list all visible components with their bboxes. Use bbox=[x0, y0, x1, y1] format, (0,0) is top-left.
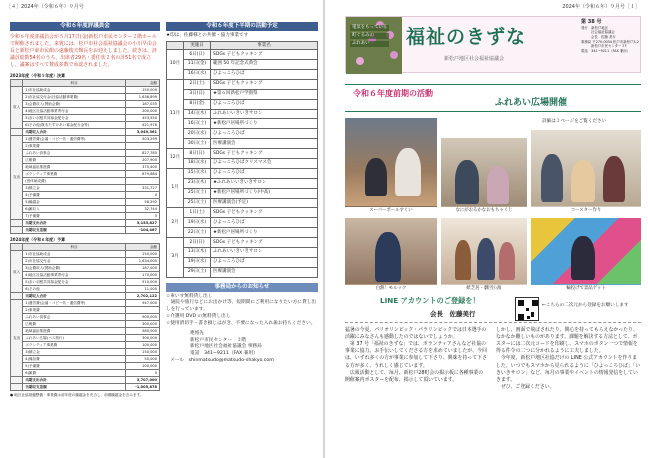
schedule-event: SDGs 子どもクッキング bbox=[211, 149, 318, 159]
office-address: 事務局 〒270-0034 松戸市新松戸3-2 bbox=[581, 39, 639, 44]
schedule-event: ひよっころひば bbox=[211, 99, 318, 109]
schedule-row bbox=[167, 119, 318, 129]
table-row bbox=[11, 205, 160, 212]
line-item: 6)雑収入 bbox=[23, 205, 126, 212]
schedule-event: SDGs 子どもクッキング bbox=[211, 238, 318, 248]
line-item: 4)地区社協活動事業寄付金 bbox=[23, 272, 126, 279]
section-label: 支出 bbox=[11, 135, 23, 219]
schedule-date: 18日(水) bbox=[184, 158, 211, 168]
office-phone: 電話 341−9211（FAX 兼用） bbox=[581, 48, 631, 53]
schedule-row bbox=[167, 89, 318, 99]
schedule-date: 14日(木) bbox=[184, 109, 211, 119]
line-amount: 1,636,899 bbox=[126, 93, 160, 100]
section-label: 収入 bbox=[11, 251, 23, 293]
line-qr-code[interactable] bbox=[515, 297, 539, 321]
feature-subtitle: ふれあい広場開催 bbox=[495, 98, 568, 108]
publisher-org: 社会福祉協議会 bbox=[591, 30, 615, 35]
total-amount: 3,153,827 bbox=[126, 219, 160, 226]
schedule-date: 8日(金) bbox=[184, 99, 211, 109]
schedule-month: 3月 bbox=[167, 238, 184, 278]
total-label: 当期収入合計 bbox=[23, 128, 126, 135]
line-amount: 187,035 bbox=[126, 100, 160, 107]
schedule-date: 23日(木) bbox=[184, 178, 211, 188]
total-amount: 3,707,000 bbox=[126, 377, 160, 384]
total-label: 当期収支差額 bbox=[23, 226, 126, 233]
total-amount: -1,005,878 bbox=[126, 384, 160, 391]
table-row bbox=[11, 251, 160, 258]
masthead-chip-1: 電気をもっている bbox=[352, 25, 388, 30]
budget-title: 2024年度（令和６年度）予算 bbox=[10, 236, 66, 242]
line-item: ふれあい広場(バス旅行) bbox=[23, 335, 126, 342]
table-header-row bbox=[11, 244, 160, 251]
photo-superball bbox=[345, 118, 437, 214]
line-amount: 207,900 bbox=[126, 156, 160, 163]
line-item: ふれあい食事会 bbox=[23, 149, 126, 156]
line-amount: 827,785 bbox=[126, 149, 160, 156]
total-label: 当期支出合計 bbox=[23, 219, 126, 226]
schedule-date: 8日(日) bbox=[184, 149, 211, 159]
table-row bbox=[11, 314, 160, 321]
line-item: 3)積立金 bbox=[23, 349, 126, 356]
line-amount: 1,634,000 bbox=[126, 258, 160, 265]
line-item: 2)市社協交付金(社協活動事業費) bbox=[23, 93, 126, 100]
schedule-event: SDGs 子どもクッキング bbox=[211, 208, 318, 218]
office-email[interactable]: メール shinmatsudo@matsudo-shakyo.com bbox=[170, 357, 274, 363]
schedule-date: 19日(水) bbox=[184, 257, 211, 267]
schedule-event: ★ふれあいいきいきサロン bbox=[211, 178, 318, 188]
line-amount: 300,000 bbox=[126, 321, 160, 328]
line-amount: 375,400 bbox=[126, 163, 160, 170]
office-title: 事務局からのお知らせ bbox=[166, 283, 318, 292]
total-label: 当期支出合計 bbox=[23, 377, 126, 384]
schedule-row bbox=[167, 79, 318, 89]
schedule-row bbox=[167, 218, 318, 228]
schedule-event: ★新松戸居場所づくり(中高) bbox=[211, 188, 318, 198]
table-header-row bbox=[11, 79, 160, 86]
table-row bbox=[11, 272, 160, 279]
line-qr-note: ←こちらの二次元から登録をお願いします bbox=[542, 303, 629, 308]
schedule-event: ひよっころひば bbox=[211, 168, 318, 178]
schedule-row bbox=[167, 158, 318, 168]
table-row bbox=[11, 363, 160, 370]
line-amount: 547,000 bbox=[126, 300, 160, 307]
column-header: 科目 bbox=[23, 244, 126, 251]
budget-table bbox=[10, 243, 160, 391]
schedule-event: SDGs 子どもクッキング bbox=[211, 79, 318, 89]
line-item: 5)予備費 bbox=[23, 363, 126, 370]
photo-caption: スーパーボールすくい bbox=[345, 207, 437, 214]
schedule-event: ふれあいいきいきサロン bbox=[211, 248, 318, 258]
table-row bbox=[11, 342, 160, 349]
line-amount: 200,000 bbox=[126, 107, 160, 114]
masthead-chip-3: ふれあい bbox=[350, 41, 389, 47]
table-row bbox=[11, 149, 160, 156]
line-amount: 0 bbox=[126, 191, 160, 198]
schedule-row bbox=[167, 139, 318, 149]
line-amount: 453,550 bbox=[126, 114, 160, 121]
line-amount: 503,299 bbox=[126, 135, 160, 142]
photo-caption: 輪投げで景品ゲット bbox=[531, 285, 641, 292]
table-row bbox=[11, 265, 160, 272]
table-row bbox=[11, 286, 160, 293]
line-amount: 50,000 bbox=[126, 356, 160, 363]
schedule-section bbox=[166, 22, 318, 365]
schedule-date: 16日(水) bbox=[184, 69, 211, 79]
column-header: 科目 bbox=[23, 79, 126, 86]
line-amount: 58,292 bbox=[126, 198, 160, 205]
line-amount: 0 bbox=[126, 370, 160, 377]
schedule-date: 25日(土) bbox=[184, 188, 211, 198]
line-amount: 150,000 bbox=[126, 86, 160, 93]
feature-header bbox=[345, 84, 641, 112]
schedule-month: 11月 bbox=[167, 79, 184, 148]
line-item: 地域福祉推進費 bbox=[23, 163, 126, 170]
line-amount: 879,684 bbox=[126, 170, 160, 177]
line-title: LINE アカウントのご登録を！ bbox=[380, 296, 480, 305]
column-header: 金額 bbox=[126, 79, 160, 86]
line-amount: 100,000 bbox=[126, 363, 160, 370]
schedule-date: 20日(水) bbox=[184, 129, 211, 139]
schedule-event: ひよっころひば bbox=[211, 129, 318, 139]
schedule-month: 12月 bbox=[167, 149, 184, 169]
schedule-event: ふれあいいきいきサロン bbox=[211, 109, 318, 119]
table-row bbox=[11, 300, 160, 307]
schedule-date: 2日(土) bbox=[184, 79, 211, 89]
column-header: 事業名 bbox=[211, 42, 318, 50]
line-item: 5)赤い羽根共同募金配分金 bbox=[23, 279, 126, 286]
table-row bbox=[11, 328, 160, 335]
schedule-title: 令和６年度下半期の活動予定 bbox=[166, 22, 318, 31]
council-section bbox=[10, 22, 160, 398]
line-item: 6)その他(歳末たすけあい募金配分金等) bbox=[23, 121, 126, 128]
line-amount: 900,000 bbox=[126, 314, 160, 321]
line-item: 広報費 bbox=[23, 321, 126, 328]
schedule-table bbox=[166, 41, 318, 277]
line-item: 3)積立金 bbox=[23, 184, 126, 191]
total-amount: 2,702,122 bbox=[126, 293, 160, 300]
schedule-month: 10月 bbox=[167, 50, 184, 80]
photo-caption: 白熱！モルック bbox=[345, 285, 437, 292]
line-amount bbox=[126, 142, 160, 149]
column-header: 実施日 bbox=[184, 42, 211, 50]
total-row bbox=[11, 293, 160, 300]
line-amount bbox=[126, 307, 160, 314]
total-row bbox=[11, 226, 160, 233]
table-row bbox=[11, 156, 160, 163]
issue-box bbox=[581, 19, 639, 53]
schedule-row bbox=[167, 69, 318, 79]
line-amount: 170,000 bbox=[126, 272, 160, 279]
photo-caption: なにがおるかなおもちゃくじ bbox=[441, 207, 527, 214]
table-row bbox=[11, 191, 160, 198]
table-row bbox=[11, 184, 160, 191]
schedule-row bbox=[167, 238, 318, 248]
schedule-subtitle: ★印は、佐藤様との共催・協力事業です bbox=[166, 33, 249, 38]
line-item: ふれあい食事会 bbox=[23, 314, 126, 321]
schedule-date: 11日(金) bbox=[184, 60, 211, 70]
detail-note: 詳細は３ページをご覧ください bbox=[542, 119, 607, 124]
total-amount: -104,467 bbox=[126, 226, 160, 233]
photo-caption: コースター作り bbox=[531, 207, 641, 214]
publisher-rep: 会長 佐藤 美行 bbox=[591, 34, 616, 39]
photo-coaster bbox=[531, 130, 641, 214]
schedule-event: ひよっころひば bbox=[211, 69, 318, 79]
schedule-date: 1日(土) bbox=[184, 208, 211, 218]
masthead-chip-2: 町ぐるみの bbox=[350, 33, 389, 39]
schedule-event: ひよっころひば bbox=[211, 218, 318, 228]
office-body: ☆車いす無料貸し出し 通院や旅行などにお出かけ等、短期間にご利用になりたい方に貸し出しを行っています。 ☆介護用 DVD の無料貸し出し ☆使用済切手・書き損じはがき、不要になった入れ歯お持ちください。 bbox=[166, 293, 317, 326]
masthead-flower-photo bbox=[346, 17, 402, 74]
table-row bbox=[11, 356, 160, 363]
line-item: ボランティア事業費 bbox=[23, 342, 126, 349]
left-page-header: ［４］2024年（令和６年）９月号 bbox=[6, 4, 84, 10]
office-place: 新松戸市民センター３F bbox=[591, 44, 627, 49]
line-item: ボランティア事業費 bbox=[23, 170, 126, 177]
schedule-event: ★第６回新松戸学園祭 bbox=[211, 89, 318, 99]
schedule-date: 29日(土) bbox=[184, 267, 211, 277]
schedule-event: ★新松戸居場所づくり bbox=[211, 119, 318, 129]
schedule-date: 15日(水) bbox=[184, 168, 211, 178]
issue-number: 第 38 号 bbox=[581, 19, 602, 25]
schedule-row bbox=[167, 149, 318, 159]
schedule-row bbox=[167, 168, 318, 178]
schedule-date: 3日(日) bbox=[184, 89, 211, 99]
line-item: 4)予備費 bbox=[23, 191, 126, 198]
line-item: 1)運営費(会議・コピー代・通信費等) bbox=[23, 300, 126, 307]
total-label: 当期収支差額 bbox=[23, 384, 126, 391]
schedule-event: ★新松戸居場所づくり bbox=[211, 228, 318, 238]
schedule-row bbox=[167, 109, 318, 119]
schedule-row bbox=[167, 188, 318, 198]
schedule-row bbox=[167, 60, 318, 70]
line-amount: 0 bbox=[126, 212, 160, 219]
right-page-header: 2024年（令和６年）９月号［１］ bbox=[562, 4, 640, 10]
line-amount: 331,727 bbox=[126, 184, 160, 191]
schedule-event: ひよっころひばクリスマス会 bbox=[211, 158, 318, 168]
line-item: (団体助成費) bbox=[23, 177, 126, 184]
schedule-row bbox=[167, 129, 318, 139]
line-item: 2)市社協交付金 bbox=[23, 258, 126, 265]
line-item: 4)備品費 bbox=[23, 356, 126, 363]
schedule-date: 25日(土) bbox=[184, 198, 211, 208]
schedule-header-row bbox=[167, 42, 318, 50]
line-item: 6)その他 bbox=[23, 286, 126, 293]
section-label: 収入 bbox=[11, 86, 23, 128]
photo-caption: 紙芝居・劇団公演 bbox=[441, 285, 527, 292]
table-row bbox=[11, 349, 160, 356]
schedule-date: 13日(木) bbox=[184, 248, 211, 258]
table-row bbox=[11, 93, 160, 100]
schedule-row bbox=[167, 267, 318, 277]
schedule-date: 22日(土) bbox=[184, 228, 211, 238]
schedule-row bbox=[167, 228, 318, 238]
schedule-event: 範囲 50 年記念式典会 bbox=[211, 60, 318, 70]
line-item: 3)会費収入(賛助会費) bbox=[23, 100, 126, 107]
total-row bbox=[11, 128, 160, 135]
schedule-date: 2日(日) bbox=[184, 238, 211, 248]
schedule-month: 1月 bbox=[167, 168, 184, 208]
line-amount: 580,000 bbox=[126, 328, 160, 335]
line-item: 3)会費収入(賛助会費) bbox=[23, 265, 126, 272]
line-item: 5)繰越金 bbox=[23, 198, 126, 205]
table-row bbox=[11, 307, 160, 314]
photo-toy-lottery bbox=[441, 138, 527, 214]
schedule-row bbox=[167, 208, 318, 218]
council-body: 令和６年度評議員会が５月17日(金)新松戸市民センター２階ホールで開催されました。来賓には、松戸市社会福祉協議会の小川早由会長と新松戸東市民館の遠藤俊夫館長をお迎えしました。続きは、評議員総数54名のうち、出席者29名・委任状２名の計51名で成立し、議案はすべて賛成多数で承認されました。 bbox=[10, 34, 157, 69]
line-divider bbox=[345, 322, 641, 323]
table-row bbox=[11, 142, 160, 149]
table-row bbox=[11, 114, 160, 121]
table-row bbox=[11, 163, 160, 170]
table-row bbox=[11, 279, 160, 286]
schedule-event: 医療講演会 bbox=[211, 139, 318, 149]
report-table bbox=[10, 79, 160, 234]
line-item: 5)赤い羽根共同募金配分金 bbox=[23, 114, 126, 121]
line-item: 広報費 bbox=[23, 156, 126, 163]
table-row bbox=[11, 135, 160, 142]
line-item: 6)雑費 bbox=[23, 370, 126, 377]
line-column-1: 猛暑の今夏、パリオリンピック・パラリンピックでは日本選手の活躍にみなさんも感動したのではないでしょうか。 第 37 号「福祉のきずな」では、ボランティアさんなど社協の事業に協力、お手伝いしてくださる方を求めていましたが、今回は、いずれ多くの方が事業に参加して下さり、興味を持って下さる方が多く、うれしく感じています。 広報活動として、毎月、新松戸28町会の掲示板に各種事業の開催案内ポスターを配布、掲示して頂いています。 bbox=[345, 327, 487, 383]
photo-molkky bbox=[345, 218, 437, 292]
schedule-row bbox=[167, 248, 318, 258]
total-label: 当期収入合計 bbox=[23, 293, 126, 300]
line-item: 地域福祉推進費 bbox=[23, 328, 126, 335]
schedule-month: 2月 bbox=[167, 208, 184, 238]
photo-ring-toss bbox=[531, 218, 641, 292]
schedule-event: 医療講演会(予定) bbox=[211, 198, 318, 208]
section-label: 支出 bbox=[11, 300, 23, 377]
council-title: 令和６年度評議員会 bbox=[10, 22, 160, 31]
schedule-date: 30日(土) bbox=[184, 139, 211, 149]
line-item: 1)運営費(会議・コピー代・通信費等) bbox=[23, 135, 126, 142]
line-amount: 510,000 bbox=[126, 279, 160, 286]
table-row bbox=[11, 321, 160, 328]
schedule-event: 医療講演会 bbox=[211, 267, 318, 277]
report-title: 2023年度（令和５年度）決算 bbox=[10, 72, 66, 78]
schedule-date: 6日(日) bbox=[184, 50, 211, 60]
schedule-event: SDGs 子どもクッキング bbox=[211, 50, 318, 60]
council-footnote: ● 地区社協基盤整備・事業費は前年度の繰越金を充当し、前期繰越金を含みます。 bbox=[10, 393, 144, 398]
table-row bbox=[11, 86, 160, 93]
column-header: 金額 bbox=[126, 244, 160, 251]
line-amount: 300,000 bbox=[126, 335, 160, 342]
line-amount: 150,000 bbox=[126, 251, 160, 258]
line-author: 会長 佐藤美行 bbox=[430, 310, 476, 318]
table-row bbox=[11, 212, 160, 219]
line-item: 2)事業費 bbox=[23, 142, 126, 149]
schedule-row bbox=[167, 198, 318, 208]
total-row bbox=[11, 377, 160, 384]
line-amount: 32,744 bbox=[126, 205, 160, 212]
line-amount bbox=[126, 177, 160, 184]
table-row bbox=[11, 370, 160, 377]
line-amount: 150,000 bbox=[126, 349, 160, 356]
table-row bbox=[11, 258, 160, 265]
feature-title: 令和６年度前期の活動 bbox=[353, 89, 433, 98]
line-column-2: しかし、画面で飛ばされたり、関心を持ってもらえなかったり、なかなか難しいものがあります。課題を解決する方法として、ポスターには二次元コードを印刷し、スマホのボタン一つで情報を得る件令の二つに分かれるように工夫しました。 今年度、新松戸地区社協だけの LINE 公式アカウントを作りました。いつでもスマホから見られるように「ひよっころひば」「いきいきサロン」など、毎月の事業やイベントの情報発信をしていきます。 ぜひ、ご登録ください。 bbox=[496, 327, 641, 390]
line-item: 7)予備費 bbox=[23, 212, 126, 219]
table-row bbox=[11, 170, 160, 177]
masthead-subtitle: 新松戸地区社会福祉協議会 bbox=[444, 56, 505, 62]
masthead-title: 福祉のきずな bbox=[406, 26, 527, 48]
table-row bbox=[11, 100, 160, 107]
schedule-row bbox=[167, 99, 318, 109]
line-item: 4)地区社協活動事業寄付金 bbox=[23, 107, 126, 114]
office-contact: 連絡先 新松戸市民センター ３階 新松戸地区社会福祉協議会 事務局 電話 341−9211（FAX 兼用） bbox=[190, 330, 262, 357]
schedule-date: 16日(土) bbox=[184, 119, 211, 129]
masthead bbox=[345, 16, 641, 73]
line-amount: 100,000 bbox=[126, 342, 160, 349]
line-amount: 11,000 bbox=[126, 286, 160, 293]
schedule-row bbox=[167, 50, 318, 60]
line-amount: 187,000 bbox=[126, 265, 160, 272]
table-row bbox=[11, 177, 160, 184]
table-row bbox=[11, 121, 160, 128]
total-row bbox=[11, 384, 160, 391]
schedule-row bbox=[167, 257, 318, 267]
total-amount: 3,049,361 bbox=[126, 128, 160, 135]
table-row bbox=[11, 107, 160, 114]
line-item: 1)市社協助成金 bbox=[23, 251, 126, 258]
total-row bbox=[11, 219, 160, 226]
schedule-event: ひよっころひば bbox=[211, 257, 318, 267]
line-item: 2)事業費 bbox=[23, 307, 126, 314]
publisher-label: 発行 新松戸地区 bbox=[581, 25, 609, 30]
table-row bbox=[11, 335, 160, 342]
line-item: 1)市社協助成金 bbox=[23, 86, 126, 93]
line-amount: 421,976 bbox=[126, 121, 160, 128]
schedule-row bbox=[167, 178, 318, 188]
schedule-date: 19日(水) bbox=[184, 218, 211, 228]
table-row bbox=[11, 198, 160, 205]
photo-theater bbox=[441, 218, 527, 292]
